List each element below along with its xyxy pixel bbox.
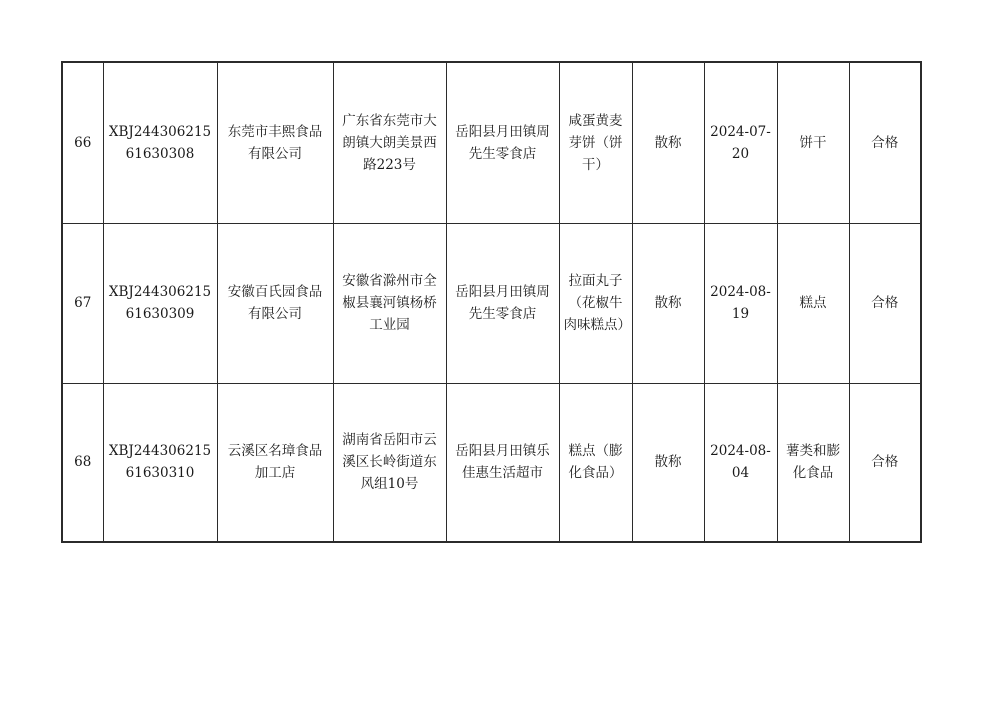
- cell-sample-id: XBJ24430621561630310: [103, 383, 217, 542]
- cell-producer-name: 东莞市丰熙食品有限公司: [217, 62, 333, 223]
- cell-food-category: 薯类和膨化食品: [777, 383, 849, 542]
- table-row: [62, 223, 921, 383]
- cell-production-date: 2024-08-19: [704, 223, 777, 383]
- cell-seq: 68: [62, 383, 103, 542]
- cell-production-date: 2024-08-04: [704, 383, 777, 542]
- cell-result: 合格: [849, 383, 921, 542]
- cell-food-name: 拉面丸子（花椒牛肉味糕点）: [559, 223, 632, 383]
- cell-result: 合格: [849, 62, 921, 223]
- cell-food-name: 咸蛋黄麦芽饼（饼干）: [559, 62, 632, 223]
- cell-sample-id: XBJ24430621561630309: [103, 223, 217, 383]
- cell-production-date: 2024-07-20: [704, 62, 777, 223]
- cell-food-name: 糕点（膨化食品）: [559, 383, 632, 542]
- cell-producer-name: 云溪区名璋食品加工店: [217, 383, 333, 542]
- cell-seq: 66: [62, 62, 103, 223]
- cell-producer-address: 安徽省滁州市全椒县襄河镇杨桥工业园: [333, 223, 446, 383]
- cell-producer-address: 广东省东莞市大朗镇大朗美景西路223号: [333, 62, 446, 223]
- cell-producer-address: 湖南省岳阳市云溪区长岭街道东风组10号: [333, 383, 446, 542]
- cell-spec: 散称: [632, 383, 704, 542]
- cell-food-category: 糕点: [777, 223, 849, 383]
- cell-sampled-unit: 岳阳县月田镇周先生零食店: [446, 62, 559, 223]
- cell-seq: 67: [62, 223, 103, 383]
- cell-sampled-unit: 岳阳县月田镇乐佳惠生活超市: [446, 383, 559, 542]
- cell-spec: 散称: [632, 62, 704, 223]
- cell-food-category: 饼干: [777, 62, 849, 223]
- cell-producer-name: 安徽百氏园食品有限公司: [217, 223, 333, 383]
- table-row: [62, 62, 921, 223]
- cell-sample-id: XBJ24430621561630308: [103, 62, 217, 223]
- cell-result: 合格: [849, 223, 921, 383]
- cell-spec: 散称: [632, 223, 704, 383]
- inspection-results-table: [61, 61, 922, 543]
- cell-sampled-unit: 岳阳县月田镇周先生零食店: [446, 223, 559, 383]
- table-row: [62, 383, 921, 542]
